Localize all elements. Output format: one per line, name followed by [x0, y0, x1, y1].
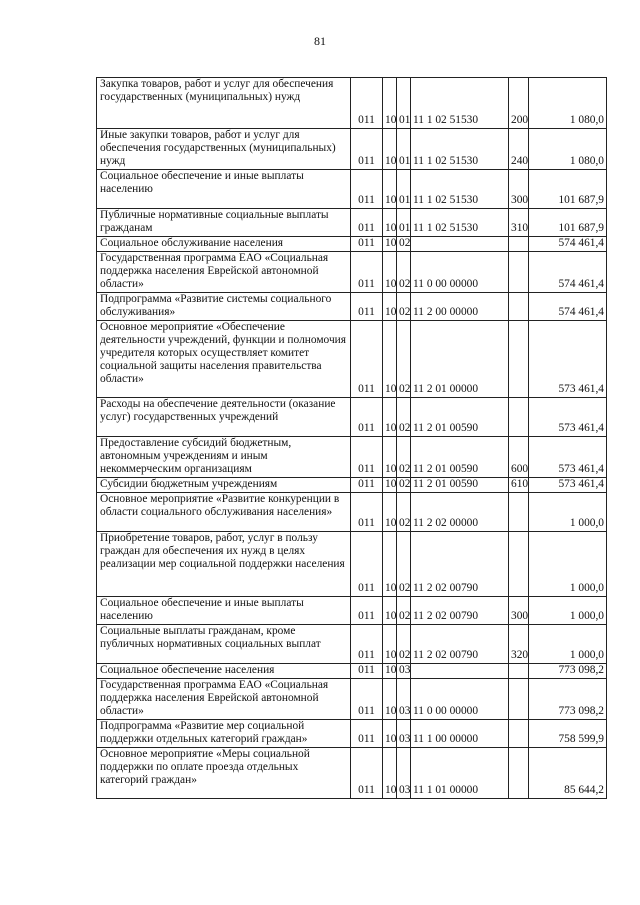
row-name: Приобретение товаров, работ, услуг в пользу граждан для обеспечения их нужд в целях реализации мер социальной поддержки населения: [97, 532, 351, 597]
row-rz-code: 10: [383, 129, 397, 170]
row-vr-code: 240: [509, 129, 529, 170]
row-name: Социальное обслуживание населения: [97, 237, 351, 252]
row-gr-code: 011: [351, 78, 383, 129]
row-name: Субсидии бюджетным учреждениям: [97, 478, 351, 493]
row-pr-code: 01: [397, 170, 411, 209]
row-vr-code: [509, 664, 529, 679]
row-rz-code: 10: [383, 720, 397, 748]
row-rz-code: 10: [383, 679, 397, 720]
row-csr-code: 11 1 00 00000: [411, 720, 509, 748]
row-csr-code: 11 2 01 00590: [411, 478, 509, 493]
row-gr-code: 011: [351, 679, 383, 720]
row-rz-code: 10: [383, 398, 397, 437]
row-pr-code: 02: [397, 437, 411, 478]
page-number: 81: [314, 34, 326, 48]
row-rz-code: 10: [383, 293, 397, 321]
row-rz-code: 10: [383, 597, 397, 625]
row-name: Публичные нормативные социальные выплаты гражданам: [97, 209, 351, 237]
row-rz-code: 10: [383, 748, 397, 799]
row-name: Подпрограмма «Развитие системы социального обслуживания»: [97, 293, 351, 321]
row-csr-code: 11 1 02 51530: [411, 209, 509, 237]
table-row: [97, 321, 607, 398]
row-vr-code: 320: [509, 625, 529, 664]
row-amount: 573 461,4: [529, 398, 607, 437]
row-pr-code: 02: [397, 532, 411, 597]
row-gr-code: 011: [351, 293, 383, 321]
row-vr-code: [509, 532, 529, 597]
row-amount: 1 080,0: [529, 129, 607, 170]
table-row: [97, 664, 607, 679]
row-rz-code: 10: [383, 493, 397, 532]
row-name: Социальное обеспечение и иные выплаты населению: [97, 170, 351, 209]
row-gr-code: 011: [351, 493, 383, 532]
row-vr-code: 200: [509, 78, 529, 129]
row-amount: 1 000,0: [529, 532, 607, 597]
row-amount: 773 098,2: [529, 664, 607, 679]
row-name: Иные закупки товаров, работ и услуг для обеспечения государственных (муниципальных) нужд: [97, 129, 351, 170]
row-name: Государственная программа ЕАО «Социальная поддержка населения Еврейской автономной области»: [97, 679, 351, 720]
row-csr-code: [411, 237, 509, 252]
row-csr-code: 11 1 02 51530: [411, 170, 509, 209]
row-gr-code: 011: [351, 437, 383, 478]
table-row: [97, 209, 607, 237]
row-name: Социальное обеспечение и иные выплаты населению: [97, 597, 351, 625]
row-gr-code: 011: [351, 664, 383, 679]
row-pr-code: 01: [397, 78, 411, 129]
row-rz-code: 10: [383, 664, 397, 679]
row-gr-code: 011: [351, 720, 383, 748]
row-amount: 1 080,0: [529, 78, 607, 129]
row-csr-code: 11 2 02 00000: [411, 493, 509, 532]
row-gr-code: 011: [351, 532, 383, 597]
row-rz-code: 10: [383, 532, 397, 597]
row-gr-code: 011: [351, 209, 383, 237]
row-amount: 1 000,0: [529, 493, 607, 532]
row-vr-code: [509, 679, 529, 720]
row-gr-code: 011: [351, 597, 383, 625]
row-gr-code: 011: [351, 478, 383, 493]
table-row: [97, 437, 607, 478]
row-amount: 574 461,4: [529, 252, 607, 293]
row-amount: 573 461,4: [529, 478, 607, 493]
row-rz-code: 10: [383, 237, 397, 252]
row-vr-code: 300: [509, 170, 529, 209]
row-rz-code: 10: [383, 170, 397, 209]
row-vr-code: 300: [509, 597, 529, 625]
row-amount: 574 461,4: [529, 237, 607, 252]
row-amount: 101 687,9: [529, 170, 607, 209]
table-row: [97, 129, 607, 170]
table-row: [97, 78, 607, 129]
row-pr-code: 02: [397, 625, 411, 664]
row-csr-code: 11 2 00 00000: [411, 293, 509, 321]
row-pr-code: 02: [397, 293, 411, 321]
row-vr-code: [509, 748, 529, 799]
table-row: [97, 493, 607, 532]
row-name: Государственная программа ЕАО «Социальная поддержка населения Еврейской автономной области»: [97, 252, 351, 293]
budget-table: [96, 77, 607, 799]
row-amount: 758 599,9: [529, 720, 607, 748]
row-vr-code: [509, 321, 529, 398]
row-rz-code: 10: [383, 78, 397, 129]
row-pr-code: 01: [397, 129, 411, 170]
table-row: [97, 748, 607, 799]
row-gr-code: 011: [351, 625, 383, 664]
row-rz-code: 10: [383, 478, 397, 493]
row-pr-code: 03: [397, 720, 411, 748]
row-pr-code: 03: [397, 679, 411, 720]
row-vr-code: [509, 252, 529, 293]
row-amount: 1 000,0: [529, 597, 607, 625]
table-row: [97, 237, 607, 252]
row-amount: 773 098,2: [529, 679, 607, 720]
table-row: [97, 720, 607, 748]
row-amount: 101 687,9: [529, 209, 607, 237]
row-csr-code: 11 2 02 00790: [411, 597, 509, 625]
table-row: [97, 625, 607, 664]
table-row: [97, 398, 607, 437]
row-name: Закупка товаров, работ и услуг для обеспечения государственных (муниципальных) нужд: [97, 78, 351, 129]
row-csr-code: [411, 664, 509, 679]
table-row: [97, 293, 607, 321]
row-vr-code: [509, 293, 529, 321]
row-vr-code: [509, 398, 529, 437]
row-gr-code: 011: [351, 237, 383, 252]
row-csr-code: 11 2 01 00590: [411, 398, 509, 437]
row-csr-code: 11 2 01 00590: [411, 437, 509, 478]
row-amount: 573 461,4: [529, 321, 607, 398]
row-pr-code: 02: [397, 493, 411, 532]
row-csr-code: 11 2 02 00790: [411, 532, 509, 597]
row-name: Расходы на обеспечение деятельности (оказание услуг) государственных учреждений: [97, 398, 351, 437]
row-vr-code: [509, 493, 529, 532]
row-csr-code: 11 0 00 00000: [411, 252, 509, 293]
row-vr-code: [509, 720, 529, 748]
row-csr-code: 11 2 02 00790: [411, 625, 509, 664]
row-name: Основное мероприятие «Обеспечение деятельности учреждений, функции и полномочия учредителя которых осуществляет комитет социальной защиты населения правительства области»: [97, 321, 351, 398]
table-row: [97, 170, 607, 209]
row-vr-code: 610: [509, 478, 529, 493]
row-pr-code: 01: [397, 209, 411, 237]
row-gr-code: 011: [351, 170, 383, 209]
row-name: Основное мероприятие «Развитие конкуренции в области социального обслуживания населения»: [97, 493, 351, 532]
table-row: [97, 597, 607, 625]
row-gr-code: 011: [351, 129, 383, 170]
row-amount: 1 000,0: [529, 625, 607, 664]
row-amount: 573 461,4: [529, 437, 607, 478]
table-row: [97, 478, 607, 493]
row-amount: 574 461,4: [529, 293, 607, 321]
row-pr-code: 02: [397, 597, 411, 625]
row-rz-code: 10: [383, 321, 397, 398]
row-csr-code: 11 1 02 51530: [411, 129, 509, 170]
row-vr-code: 310: [509, 209, 529, 237]
table-row: [97, 532, 607, 597]
row-csr-code: 11 2 01 00000: [411, 321, 509, 398]
row-gr-code: 011: [351, 252, 383, 293]
row-amount: 85 644,2: [529, 748, 607, 799]
row-vr-code: [509, 237, 529, 252]
row-pr-code: 02: [397, 237, 411, 252]
row-gr-code: 011: [351, 321, 383, 398]
row-pr-code: 02: [397, 478, 411, 493]
row-name: Социальное обеспечение населения: [97, 664, 351, 679]
row-pr-code: 03: [397, 664, 411, 679]
row-gr-code: 011: [351, 748, 383, 799]
row-pr-code: 02: [397, 252, 411, 293]
row-csr-code: 11 1 02 51530: [411, 78, 509, 129]
row-pr-code: 03: [397, 748, 411, 799]
row-rz-code: 10: [383, 625, 397, 664]
row-name: Подпрограмма «Развитие мер социальной поддержки отдельных категорий граждан»: [97, 720, 351, 748]
row-pr-code: 02: [397, 321, 411, 398]
row-rz-code: 10: [383, 252, 397, 293]
row-gr-code: 011: [351, 398, 383, 437]
row-name: Социальные выплаты гражданам, кроме публичных нормативных социальных выплат: [97, 625, 351, 664]
table-row: [97, 679, 607, 720]
row-pr-code: 02: [397, 398, 411, 437]
table-row: [97, 252, 607, 293]
row-csr-code: 11 0 00 00000: [411, 679, 509, 720]
row-name: Предоставление субсидий бюджетным, автономным учреждениям и иным некоммерческим организациям: [97, 437, 351, 478]
row-name: Основное мероприятие «Меры социальной поддержки по оплате проезда отдельных категорий граждан»: [97, 748, 351, 799]
row-rz-code: 10: [383, 209, 397, 237]
row-csr-code: 11 1 01 00000: [411, 748, 509, 799]
row-rz-code: 10: [383, 437, 397, 478]
row-vr-code: 600: [509, 437, 529, 478]
